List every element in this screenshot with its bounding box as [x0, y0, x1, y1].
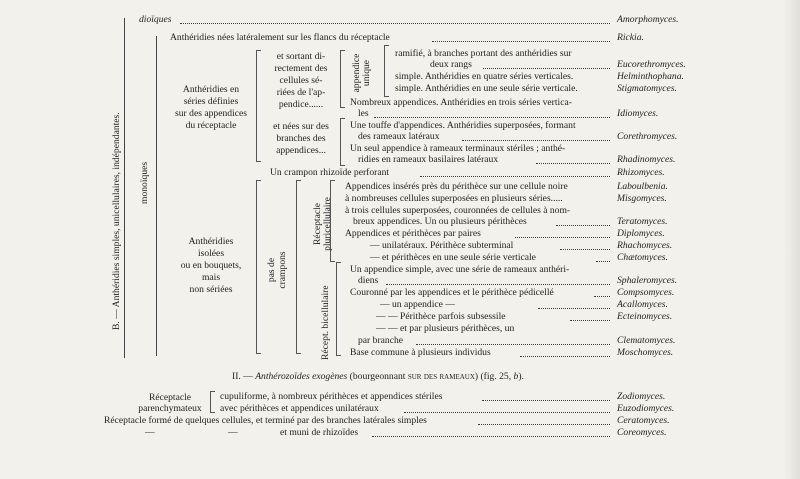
pas-de-crampons-label [266, 240, 288, 300]
recept-line-2: parenchymateux [138, 403, 202, 414]
genus-stigmatomyces: Stigmatomyces. [617, 83, 677, 94]
plusieurs-perithecs: — — et par plusieurs périthèces, un [376, 323, 515, 334]
genus-idiomyces: Idiomyces. [617, 108, 659, 119]
genus-chaetomyces: Chætomyces. [617, 252, 668, 263]
appendice-unique-label [352, 48, 372, 98]
heading-fig-letter: b [513, 371, 519, 382]
series-line-3: sur des appendices [175, 108, 247, 119]
un-appendice: — un appendice — [380, 299, 455, 310]
genus-teratomyces: Teratomyces. [617, 216, 668, 227]
recept-line-1: Réceptacle [148, 392, 192, 403]
leader [570, 320, 610, 321]
genus-moschomyces: Moschomyces. [617, 347, 674, 358]
brace-bicellulaire [336, 262, 341, 356]
leader [432, 41, 610, 42]
leader [556, 225, 610, 226]
sortant-line-5: pendice...... [278, 99, 324, 110]
brace-pluricellulaire [330, 180, 335, 262]
isolees-line-4: mais [201, 272, 221, 283]
leader [520, 356, 610, 357]
genus-euzodiomyces: Euzodiomyces. [617, 403, 675, 414]
muni-de-rhizoides: et muni de rhizoïdes [280, 427, 359, 438]
base-commune: Base commune à plusieurs individus [350, 347, 491, 358]
genus-diplomyces: Diplomyces. [617, 228, 665, 239]
ditto-dash-1: — [145, 427, 155, 438]
seul-line-2: ridies en rameaux basilaires latéraux [358, 154, 499, 165]
series-line-4: du réceptacle [185, 120, 237, 131]
genus-helminthophana: Helminthophana. [617, 71, 684, 82]
sortant-line-4: riées de l'ap- [276, 87, 326, 98]
genus-ceratomyces: Ceratomyces. [617, 415, 670, 426]
sortant-line-2: rectement des [274, 63, 328, 74]
leader [374, 117, 610, 118]
leader [538, 308, 610, 309]
touffe-line-1: Une touffe d'appendices. Anthéridies superposées, formant [350, 120, 576, 131]
leader [404, 412, 610, 413]
cupuliforme: cupuliforme, à nombreux périthèces et appendices stériles [220, 391, 443, 402]
nees-line-2: branches des [276, 133, 326, 144]
perithece-subsessile: — — Périthèce parfois subsessile [376, 311, 506, 322]
appendice-unique-text: appendice unique [351, 53, 372, 93]
genus-rhachomyces: Rhachomyces. [617, 240, 673, 251]
leader [515, 237, 610, 238]
genus-clematomyces: Clematomyces. [617, 335, 676, 346]
series-line-2: séries définies [183, 96, 239, 107]
brace-receptacle-parenchymateux [210, 391, 215, 413]
sortant-line-1: et sortant di- [276, 51, 326, 62]
genus-laboulbenia: Laboulbenia. [617, 181, 668, 192]
genus-eucorethromyces: Eucorethromyces. [617, 59, 686, 70]
section-ii-heading [232, 371, 524, 382]
receptacle-forme: Réceptacle formé de quelques cellules, et terminé par des branches latérales simples [104, 415, 427, 426]
heading-number: II. — [232, 371, 256, 382]
receptacle-bicellulaire-label: Récept. bicellulaire [320, 285, 331, 360]
crampon-rhizoide: Un crampon rhizoïde perforant [270, 167, 390, 178]
genus-corethromyces: Corethromyces. [617, 131, 678, 142]
unilateraux: — unilatéraux. Périthèce subterminal [370, 240, 514, 251]
genus-misgomyces: Misgomyces. [617, 193, 667, 204]
avec-perithecs: avec périthèces et appendices unilatéraux [220, 403, 379, 414]
leader [536, 163, 610, 164]
appendices-inseres: Appendices insérés près du périthèce sur une cellule noire [345, 181, 568, 192]
brace-b [124, 18, 125, 358]
heading-title: Anthérozoïdes exogènes [255, 371, 348, 382]
leader [372, 436, 610, 437]
series-line-1: Anthéridies en [182, 84, 240, 95]
leader [594, 296, 610, 297]
leader [386, 284, 610, 285]
brace-pas-de-crampons [296, 180, 301, 354]
nombreux-appendices-2: les [358, 108, 369, 119]
nombreux-appendices-1: Nombreux appendices. Anthéridies en trois séries vertica- [350, 97, 572, 108]
nees-sur-branches [262, 121, 340, 157]
heading-end: ). [518, 371, 524, 382]
leader [482, 400, 610, 401]
genus-rhadinomyces: Rhadinomyces. [617, 154, 676, 165]
leader [416, 344, 610, 345]
leader [462, 140, 610, 141]
leader [180, 23, 610, 24]
sortant-line-3: cellules sé- [279, 75, 323, 86]
brace-appendice-unique [384, 45, 389, 97]
seule-serie-verticale: — et périthèces en une seule série verticale [370, 252, 536, 263]
genus-sphaleromyces: Sphaleromyces. [617, 275, 678, 286]
genus-acallomyces: Acallomyces. [617, 299, 668, 310]
par-branche: par branche [358, 335, 404, 346]
genus-amorphomyces: Amorphomyces. [617, 14, 679, 25]
un-appendice-simple-1: Un appendice simple, avec une série de rameaux anthéri- [350, 264, 570, 275]
nombreuses-cellules: à nombreuses cellules superposées en plusieurs séries..... [345, 193, 563, 204]
brace-sortant [340, 50, 345, 108]
scan-edge [784, 0, 800, 479]
un-appendice-simple-2: diens [358, 275, 379, 286]
pas-de-crampons-text: pas de crampons [266, 251, 288, 289]
leader [420, 176, 610, 177]
antheridies-isolees [166, 236, 256, 296]
simple-seule-serie: simple. Anthéridies en une seule série verticale. [395, 83, 578, 94]
isolees-line-5: non sériées [189, 284, 233, 295]
simple-quatre-series: simple. Anthéridies en quatre séries verticales. [395, 71, 574, 82]
breux-appendices: breux appendices. Un ou plusieurs périthèces [353, 216, 527, 227]
section-b-label: B. — Anthéridies simples, unicellulaires, indépendantes. [111, 112, 122, 330]
nees-line-3: appendices... [276, 145, 326, 156]
par-paires: Appendices et périthèces par paires [345, 228, 481, 239]
couronne: Couronné par les appendices et le périthèce pédicellé [350, 287, 554, 298]
brace-monoiques [156, 36, 157, 356]
leader [596, 261, 610, 262]
touffe-line-2: des rameaux latéraux [358, 131, 440, 142]
genus-zodiomyces: Zodiomyces. [617, 391, 666, 402]
dioiques: dioïques [139, 14, 172, 25]
genus-ecteinomyces: Ecteinomyces. [617, 311, 673, 322]
seul-line-1: Un seul appendice à rameaux terminaux stériles ; anthé- [350, 143, 566, 154]
monoiques-label: monoïques [139, 161, 150, 204]
antheridies-nees-lateralement: Anthéridies nées latéralement sur les flancs du réceptacle [170, 32, 390, 43]
ramifie-line-2: deux rangs [430, 59, 472, 70]
brace-isolees [256, 180, 261, 354]
nees-line-1: et nées sur des [273, 121, 329, 132]
trois-cellules: à trois cellules superposées, couronnées de cellules à nom- [345, 205, 571, 216]
genus-compsomyces: Compsomyces. [617, 287, 675, 298]
isolees-line-1: Anthéridies [188, 236, 234, 247]
isolees-line-2: isolées [197, 248, 225, 259]
leader [478, 424, 610, 425]
leader [560, 249, 610, 250]
heading-part-1: (bourgeonnant [347, 371, 408, 382]
receptacle-pluricellulaire-text: Réceptacle pluricellulaire [312, 197, 333, 251]
isolees-line-3: ou en bouquets, [180, 260, 242, 271]
brace-nees [340, 118, 345, 166]
genus-rickia: Rickia. [617, 32, 644, 43]
sortant-directement [262, 51, 340, 111]
leader [483, 68, 610, 69]
receptacle-parenchymateux [130, 392, 210, 414]
genus-rhizomyces: Rhizomyces. [617, 167, 665, 178]
brace-anth-series [256, 50, 261, 162]
heading-smallcaps: sur des rameaux [407, 371, 475, 382]
genus-coreomyces: Coreomyces. [617, 427, 667, 438]
ditto-dash-2: — [228, 427, 238, 438]
heading-part-2: ) (fig. 25, [474, 371, 514, 382]
antheridies-series-definies [166, 84, 256, 132]
ramifie-line-1: ramifié, à branches portant des anthéridies sur [395, 48, 572, 59]
